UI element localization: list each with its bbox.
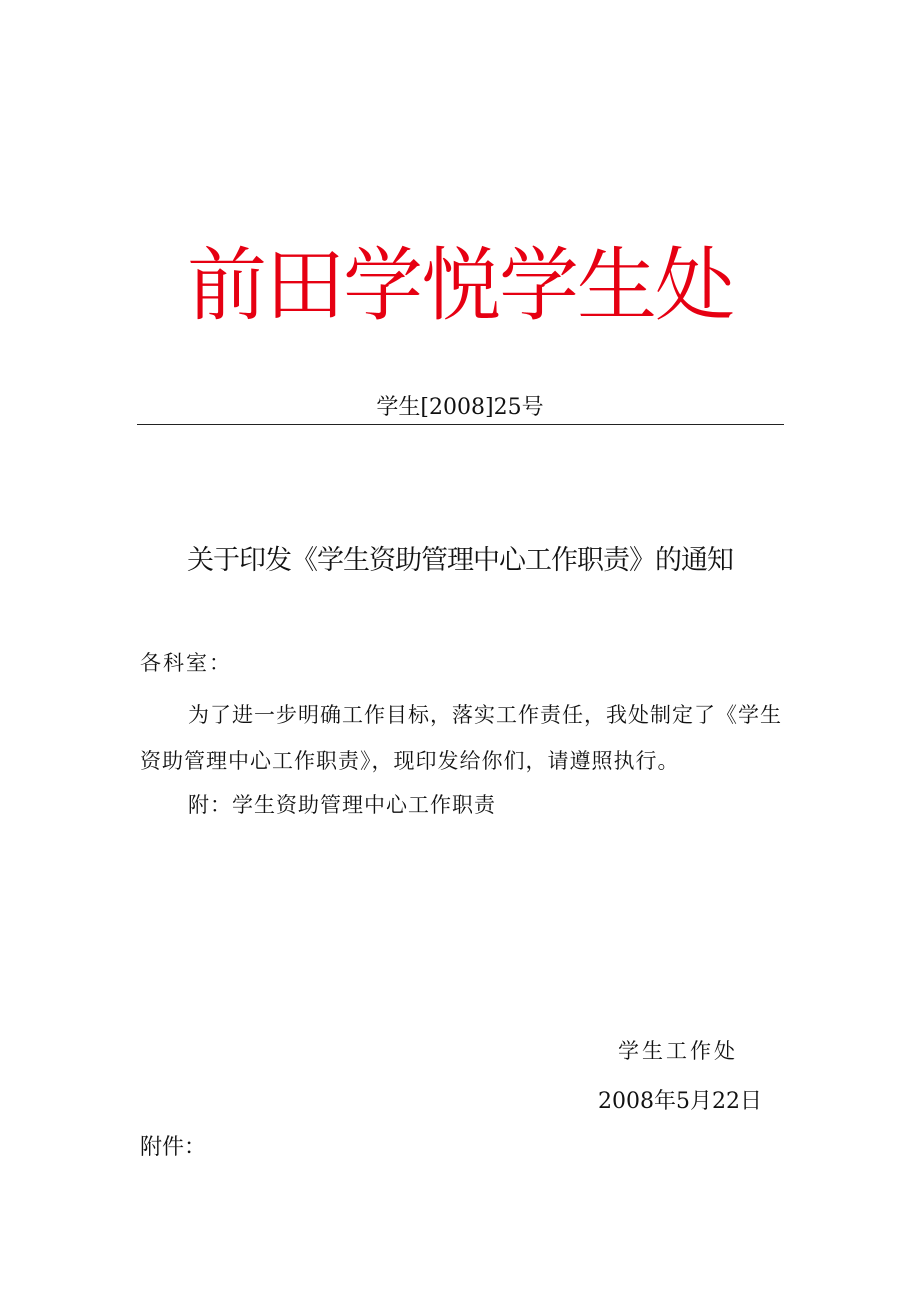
header-divider	[137, 424, 784, 425]
signature-date: 2008年5月22日	[598, 1089, 762, 1114]
body-paragraph: 为了进一步明确工作目标，落实工作责任，我处制定了《学生资助管理中心工作职责》，现印发给你们，请遵照执行。	[140, 703, 782, 773]
attachment-label: 附件：	[140, 1135, 207, 1160]
addressee: 各科室：	[140, 651, 232, 675]
document-number: 学生[2008]25号	[376, 395, 544, 420]
letterhead-title: 前田学悦学生处	[187, 239, 733, 332]
signature-organization: 学生工作处	[618, 1039, 738, 1063]
attachment-reference: 附：学生资助管理中心工作职责	[188, 793, 496, 817]
notice-title: 关于印发《学生资助管理中心工作职责》的通知	[187, 545, 733, 576]
